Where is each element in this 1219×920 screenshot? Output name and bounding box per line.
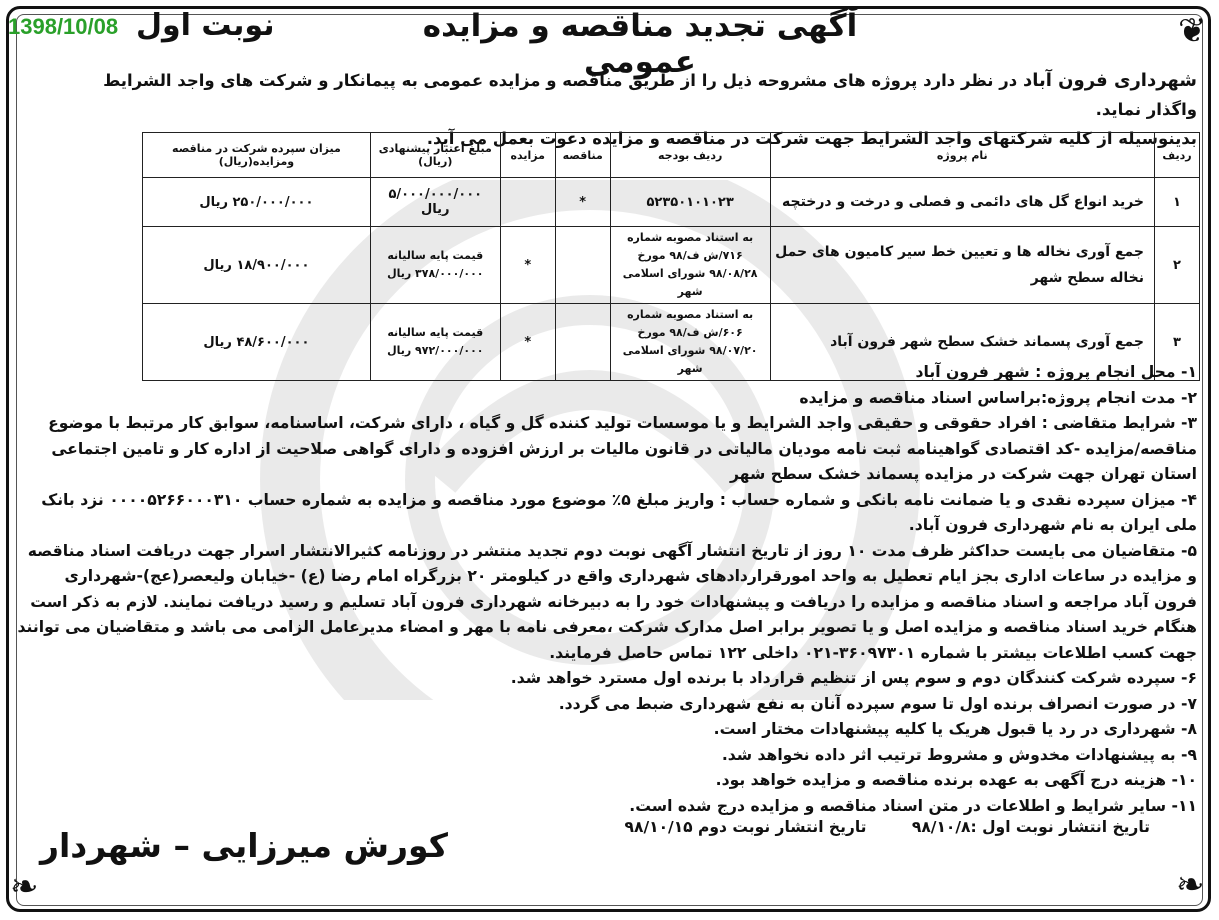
mayor-signature: کورش میرزایی – شهردار: [40, 826, 448, 865]
corner-ornament-icon: ❧: [1176, 865, 1205, 905]
cell-auction: [500, 178, 555, 227]
cell-auction: *: [500, 304, 555, 381]
cell-row-no: ۲: [1155, 227, 1200, 304]
cell-project: جمع آوری نخاله ها و تعیین خط سیر کامیون های حمل نخاله سطح شهر: [770, 227, 1154, 304]
cell-row-no: ۳: [1155, 304, 1200, 381]
clause-6: ۶- سپرده شرکت کنندگان دوم و سوم پس از تنظیم قرارداد با برنده اول مسترد خواهد شد.: [510, 669, 1197, 687]
header-tender: مناقصه: [555, 133, 610, 178]
header-project: نام پروژه: [770, 133, 1154, 178]
date-stamp: 1398/10/08: [8, 14, 119, 39]
clause-8: ۸- شهرداری در رد یا قبول هریک یا کلیه پیشنهادات مختار است.: [713, 720, 1197, 738]
intro-line-1-text: در نظر دارد پروژه های مشروحه ذیل را از طریق مناقصه و مزایده عمومی به پیمانکار و شرکت های واجد الشرایط واگذار نماید.: [103, 71, 1197, 119]
corner-ornament-icon: ❧: [10, 867, 39, 907]
table-header-row: [143, 133, 1200, 178]
second-publication-date: تاریخ انتشار نوبت دوم ۹۸/۱۰/۱۵: [624, 818, 867, 836]
clause-1: ۱- محل انجام پروژه : شهر فرون آباد: [915, 363, 1197, 381]
table-row: [143, 227, 1200, 304]
municipality-name: شهرداری فرون آباد: [1022, 70, 1197, 91]
cell-deposit: ۴۸/۶۰۰/۰۰۰ ریال: [143, 304, 371, 381]
clause-10: ۱۰- هزینه درج آگهی به عهده برنده مناقصه و مزایده خواهد بود.: [715, 771, 1197, 789]
cell-credit: قیمت پایه سالیانه ۹۷۲/۰۰۰/۰۰۰ ریال: [370, 304, 500, 381]
header-auction: مزایده: [500, 133, 555, 178]
clause-2: ۲- مدت انجام پروژه:براساس اسناد مناقصه و مزایده: [799, 388, 1197, 407]
clause-9: ۹- به پیشنهادات مخدوش و مشروط ترتیب اثر داده نخواهد شد.: [721, 745, 1197, 764]
header-row-no: ردیف: [1155, 133, 1200, 178]
clause-3: ۳- شرایط متقاضی : افراد حقوقی و حقیقی واجد الشرایط و یا موسسات تولید کننده گل و گیاه ، دارای شرکت، اساسنامه، سوابق کار مرتبط با موضوع مناقصه/مزایده -کد اقتصادی گواهینامه ثبت نامه مودیان مالیاتی در قانون مالیات بر ارزش افزوده و دارای گواهی صلاحیت از اداره کار و تامین اجتماعی استان تهران جهت شرکت در مزایده پسماند خشک سطح شهر: [48, 414, 1197, 483]
header-credit: مبلغ اعتبار پیشنهادی (ریال): [370, 133, 500, 178]
cell-deposit: ۲۵۰/۰۰۰/۰۰۰ ریال: [143, 178, 371, 227]
cell-budget: به استناد مصوبه شماره ۷۱۶/ش ف/۹۸ مورخ ۹۸/۰۸/۲۸ شورای اسلامی شهر: [610, 227, 770, 304]
cell-budget: ۵۲۳۵۰۱۰۱۰۲۳: [610, 178, 770, 227]
publication-dates: [590, 818, 1150, 836]
intro-line-2: بدینوسیله از کلیه شرکتهای واجد الشرایط جهت شرکت در مناقصه و مزایده دعوت بعمل می آید.: [426, 129, 1197, 148]
clause-11: ۱۱- سایر شرایط و اطلاعات در متن اسناد مناقصه و مزایده درج شده است.: [629, 796, 1197, 815]
clause-7: ۷- در صورت انصراف برنده اول تا سوم سپرده آنان به نفع شهرداری ضبط می گردد.: [558, 694, 1197, 713]
header-deposit: میزان سپرده شرکت در مناقصه ومزایده(ریال): [143, 133, 371, 178]
intro-line-1: [97, 66, 1197, 124]
cell-credit: ۵/۰۰۰/۰۰۰/۰۰۰ ریال: [370, 178, 500, 227]
clause-5: ۵- متقاضیان می بایست حداکثر ظرف مدت ۱۰ روز از تاریخ انتشار آگهی نوبت دوم تجدید منتشر در روزنامه کثیرالانتشار اسرار جهت دریافت اسناد مناقصه و مزایده در ساعات اداری بجز ایام تعطیل به واحد امورقراردادهای شهرداری واقع در کیلومتر ۲۰ بزرگراه امام رضا (ع) -خیابان ولیعصر(عج)-شهرداری فرون آباد مراجعه و اسناد مناقصه و مزایده را دریافت و پیشنهادات خود را به دبیرخانه شهرداری فرون آباد تسلیم و رسید دریافت نمایند. لازم به ذکر است هنگام خرید اسناد مناقصه و مزایده اصل و یا تصویر برابر اصل مدارک شرکت ،معرفی نامه با مهر و امضاء مدیرعامل الزامی می باشد و متقاضیان می توانند جهت کسب اطلاعات بیشتر با شماره ۳۶۰۹۷۳۰۱-۰۲۱ داخلی ۱۲۲ تماس حاصل فرمایند.: [17, 541, 1197, 662]
cell-project: جمع آوری پسماند خشک سطح شهر فرون آباد: [770, 304, 1154, 381]
cell-budget: به استناد مصوبه شماره ۶۰۶/ش ف/۹۸ مورخ ۹۸/۰۷/۲۰ شورای اسلامی شهر: [610, 304, 770, 381]
corner-ornament-icon: ❦: [1178, 11, 1207, 51]
round-label: نوبت اول: [136, 8, 275, 43]
first-publication-date: تاریخ انتشار نوبت اول :۹۸/۱۰/۸: [911, 818, 1150, 836]
page-title: آگهی تجدید مناقصه و مزایده عمومی: [422, 8, 858, 80]
cell-credit: قیمت پایه سالیانه ۳۷۸/۰۰۰/۰۰۰ ریال: [370, 227, 500, 304]
table-row: [143, 178, 1200, 227]
cell-deposit: ۱۸/۹۰۰/۰۰۰ ریال: [143, 227, 371, 304]
projects-table: [142, 132, 1200, 381]
header-budget: ردیف بودجه: [610, 133, 770, 178]
clause-4: ۴- میزان سپرده نقدی و یا ضمانت نامه بانکی و شماره حساب : واریز مبلغ ۵٪ موضوع مورد مناقصه و مزایده به شماره حساب ۰۰۰۰۵۲۶۶۰۰۰۳۱۰ نزد بانک ملی ایران به نام شهرداری فرون آباد.: [41, 490, 1197, 534]
cell-auction: *: [500, 227, 555, 304]
cell-project: خرید انواع گل های دائمی و فصلی و درخت و درختچه: [770, 178, 1154, 227]
cell-tender: [555, 227, 610, 304]
cell-row-no: ۱: [1155, 178, 1200, 227]
cell-tender: *: [555, 178, 610, 227]
clauses-list: [17, 360, 1197, 819]
